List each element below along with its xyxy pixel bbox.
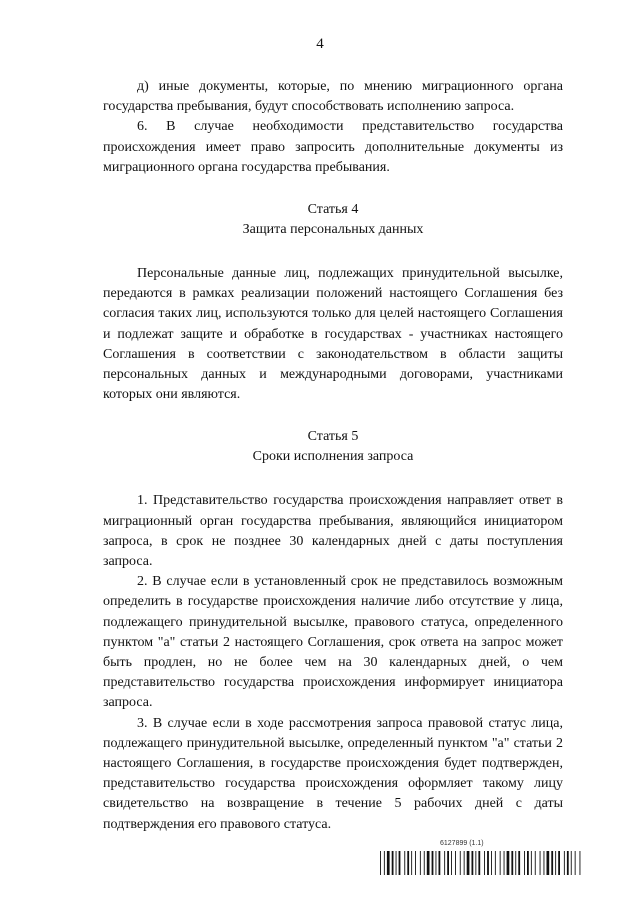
page-number: 4 <box>316 36 324 52</box>
article-5-number: Статья 5 <box>307 429 359 445</box>
document-body <box>103 77 563 835</box>
article-4-paragraph: Персональные данные лиц, подлежащих принудительной высылке, передаются в рамках реализации положений настоящего Соглашения без согласия таких лиц, используются только для целей настоящего Соглашения и подлежат защите и обработке в государствах - участниках настоящего Соглашения в соответствии с законодательством в области защиты персональных данных и международными договорами, участниками которых они являются. <box>103 266 563 403</box>
paragraph-item-6: 6. В случае необходимости представительство государства происхождения имеет право запросить дополнительные документы из миграционного органа государства пребывания. <box>103 119 563 175</box>
barcode-block <box>380 840 583 880</box>
article-5-title: Сроки исполнения запроса <box>252 449 414 465</box>
article-4-number: Статья 4 <box>307 202 359 218</box>
article-4-title: Защита персональных данных <box>242 222 424 238</box>
article-5-paragraph-1: 1. Представительство государства происхождения направляет ответ в миграционный орган государства пребывания, являющийся инициатором запроса, в срок не позднее 30 календарных дней с даты поступления запроса. <box>103 493 563 570</box>
barcode-number: 6127899 (1.1) <box>440 840 484 847</box>
paragraph-item-d: д) иные документы, которые, по мнению миграционного органа государства пребывания, будут способствовать исполнению запроса. <box>103 79 563 115</box>
barcode-icon <box>380 851 583 875</box>
article-5-paragraph-3: 3. В случае если в ходе рассмотрения запроса правовой статус лица, подлежащего принудительной высылке, определенный пунктом "а" статьи 2 настоящего Соглашения, в государстве происхождения будет подтвержден, представительство государства происхождения оформляет такому лицу свидетельство на возвращение в течение 5 рабочих дней с даты подтверждения его правового статуса. <box>103 715 563 832</box>
article-5-paragraph-2: 2. В случае если в установленный срок не представилось возможным определить в государстве происхождения наличие либо отсутствие у лица, подлежащего принудительной высылке, правового статуса, определенного пунктом "а" статьи 2 настоящего Соглашения, срок ответа на запрос может быть продлен, но не более чем на 30 календарных дней, о чем представительство государства происхождения информирует инициатора запроса. <box>103 574 563 711</box>
